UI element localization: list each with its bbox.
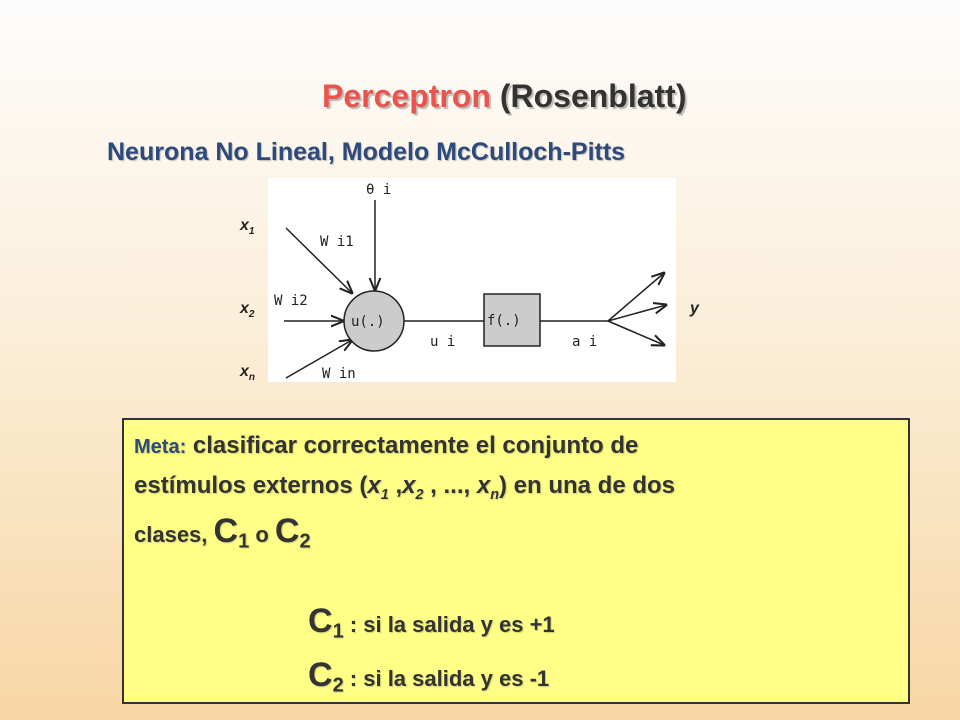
summation-label: u(.)	[351, 314, 385, 330]
a-output-label: a i	[572, 334, 598, 350]
weight-wn: W in	[322, 366, 356, 382]
goal-text-1: clasificar correctamente el conjunto de	[186, 432, 639, 459]
goal-line-1	[134, 432, 638, 460]
theta-label: θ i	[366, 182, 392, 198]
u-output-label: u i	[430, 334, 456, 350]
title-rest: (Rosenblatt)	[499, 78, 687, 114]
class-c2-rule: $C_2$ : si la salida y es -1	[308, 656, 550, 697]
meta-label: Meta:	[134, 436, 187, 458]
class-c1-rule: $C_1$ : si la salida y es +1	[308, 602, 555, 643]
subtitle: Neurona No Lineal, Modelo McCulloch-Pitts	[107, 138, 626, 166]
weight-w2: W i2	[274, 293, 308, 309]
goal-line-2: estímulos externos ($x_1$ $,x_2$ , ..., $x_n$) en una de dos	[134, 472, 676, 503]
title-main: Perceptron	[322, 78, 491, 114]
goal-box	[122, 418, 910, 704]
input-x1-label: $x_1$	[240, 217, 255, 237]
diagram-background	[268, 178, 676, 382]
input-x2-label: $x_2$	[240, 300, 255, 320]
output-y-label: y	[690, 300, 699, 317]
goal-line-3: clases, $C_1$ o $C_2$	[134, 512, 311, 553]
input-xn-label: $x_n$	[240, 363, 256, 383]
activation-label: f(.)	[487, 313, 521, 329]
weight-w1: W i1	[320, 234, 354, 250]
